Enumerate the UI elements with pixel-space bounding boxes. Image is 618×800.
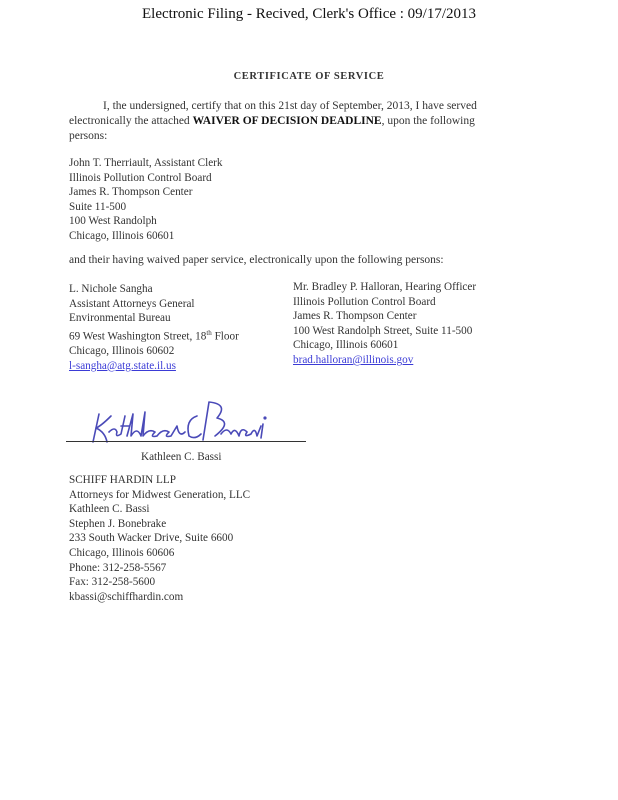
recipient-right-line: Mr. Bradley P. Halloran, Hearing Officer [293, 281, 477, 293]
recipient-right-line: Chicago, Illinois 60601 [293, 339, 399, 352]
recipient-right-line: James R. Thompson Center [293, 310, 417, 323]
firm-name: SCHIFF HARDIN LLP [69, 474, 176, 486]
recipient-left [69, 282, 239, 373]
recipient-line: James R. Thompson Center [69, 186, 193, 199]
firm-address: 233 South Wacker Drive, Suite 6600 [69, 532, 234, 545]
signature-block [69, 473, 250, 604]
recipient-line: Illinois Pollution Control Board [69, 171, 212, 184]
email-link-sangha[interactable]: l-sangha@atg.state.il.us [69, 359, 176, 372]
firm-phone: Phone: 312-258-5567 [69, 561, 167, 574]
firm-role: Attorneys for Midwest Generation, LLC [69, 488, 251, 501]
intro-document-name: WAIVER OF DECISION DEADLINE [192, 115, 382, 127]
recipient-left-line: Assistant Attorneys General [69, 297, 195, 310]
recipient-line: 100 West Randolph [69, 215, 157, 228]
recipient-line: John T. Therriault, Assistant Clerk [69, 157, 223, 169]
signature-printed-name: Kathleen C. Bassi [141, 451, 222, 463]
street-ordinal: th [206, 328, 212, 337]
street-text: 69 West Washington Street, 18 [69, 330, 207, 343]
primary-recipient [69, 156, 223, 244]
firm-fax: Fax: 312-258-5600 [69, 576, 156, 589]
firm-email: kbassi@schiffhardin.com [69, 590, 184, 603]
attorney-name: Kathleen C. Bassi [69, 503, 150, 516]
intro-text-end: , upon the following persons: [69, 115, 475, 142]
recipient-right [293, 280, 476, 368]
firm-city: Chicago, Illinois 60606 [69, 546, 175, 559]
recipient-left-city: Chicago, Illinois 60602 [69, 345, 175, 358]
intro-text-start: I, the undersigned, certify that on this 21st day of September, 2013, I have served electronically the attached [69, 100, 477, 127]
recipient-right-line: Illinois Pollution Control Board [293, 295, 436, 308]
recipient-right-line: 100 West Randolph Street, Suite 11-500 [293, 324, 473, 337]
recipient-left-street [69, 326, 239, 344]
filing-stamp: Electronic Filing - Recived, Clerk's Office : 09/17/2013 [141, 6, 477, 22]
attorney-name: Stephen J. Bonebrake [69, 517, 167, 530]
waived-service-text: and their having waived paper service, electronically upon the following persons: [69, 254, 444, 266]
recipient-left-line: L. Nichole Sangha [69, 283, 153, 295]
street-suffix: Floor [211, 330, 239, 343]
document-title: CERTIFICATE OF SERVICE [233, 71, 385, 82]
signature-line [66, 441, 306, 442]
intro-paragraph [69, 99, 509, 144]
email-link-halloran[interactable]: brad.halloran@illinois.gov [293, 353, 414, 366]
recipient-left-line: Environmental Bureau [69, 312, 171, 325]
recipient-line: Chicago, Illinois 60601 [69, 229, 175, 242]
recipient-line: Suite 11-500 [69, 200, 127, 213]
